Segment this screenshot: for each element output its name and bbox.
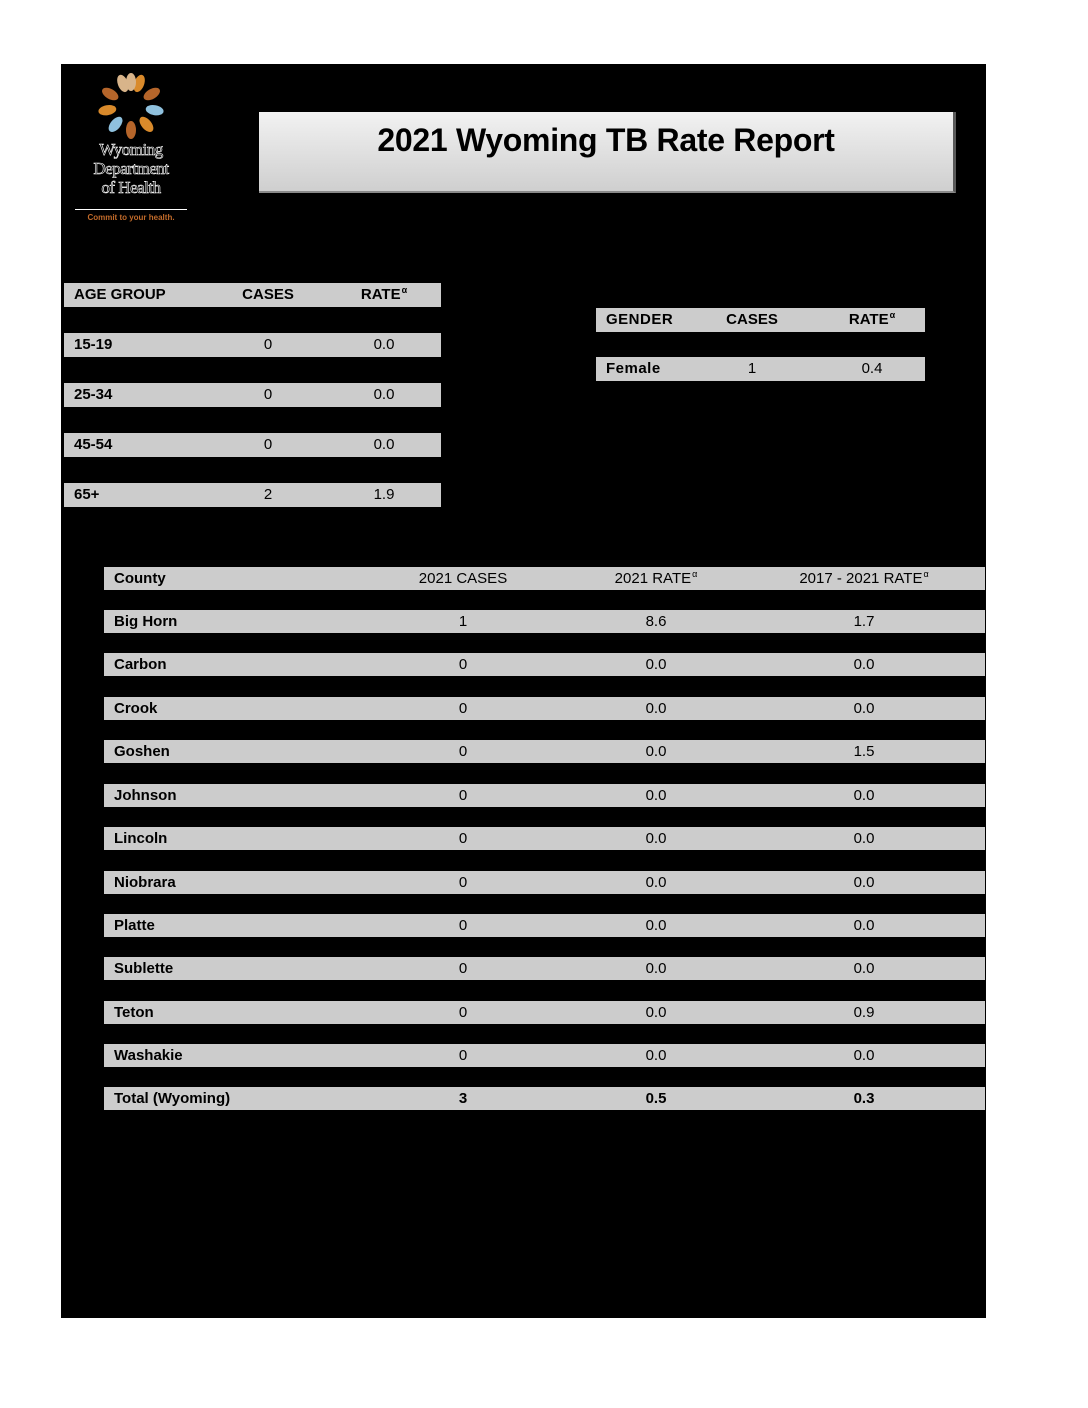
report-page (61, 64, 986, 1318)
county-cell: Niobrara (114, 874, 176, 891)
table-row (596, 357, 925, 381)
table-row (104, 1001, 985, 1024)
rate-5yr-cell: 0.9 (853, 1004, 875, 1021)
rate-cell: 0.0 (645, 917, 667, 934)
cases-cell: 1 (458, 613, 468, 630)
cases-cell: 0 (458, 917, 468, 934)
rate-header-label: RATE (360, 286, 401, 303)
table-row (104, 957, 985, 980)
gender-cell: Female (606, 360, 661, 377)
alpha-footnote: α (889, 310, 896, 320)
logo-divider (75, 209, 187, 210)
rate-cell: 0.0 (645, 1047, 667, 1064)
cases-cell: 0 (263, 386, 273, 403)
total-rate-cell: 0.5 (645, 1090, 667, 1107)
county-header: County (114, 570, 166, 587)
logo-line-3: of Health (101, 178, 161, 197)
rate-cell: 1.9 (373, 486, 395, 503)
county-cell: Johnson (114, 787, 177, 804)
total-rate-5yr-cell: 0.3 (853, 1090, 875, 1107)
cases-cell: 0 (458, 656, 468, 673)
rate-cell: 0.0 (645, 830, 667, 847)
county-cell: Washakie (114, 1047, 183, 1064)
alpha-footnote: α (692, 569, 698, 579)
rate-cell: 0.0 (645, 743, 667, 760)
logo-tagline: Commit to your health. (87, 213, 175, 222)
rate-5yr-cell: 1.7 (853, 613, 875, 630)
cases-cell: 0 (458, 830, 468, 847)
table-row (64, 383, 441, 407)
wdh-logo (75, 72, 187, 227)
rate-cell: 0.0 (645, 874, 667, 891)
age-group-cell: 15-19 (74, 336, 113, 353)
cases-cell: 1 (747, 360, 757, 377)
cases-cell: 0 (458, 743, 468, 760)
age-group-header: AGE GROUP (74, 286, 166, 303)
rate-cell: 0.0 (373, 386, 395, 403)
rate-5yr-cell: 1.5 (853, 743, 875, 760)
cases-cell: 0 (458, 700, 468, 717)
cases-cell: 2 (263, 486, 273, 503)
cases-header (242, 283, 294, 307)
cases-cell: 0 (458, 787, 468, 804)
total-cases-cell: 3 (458, 1090, 468, 1107)
rate-5yr-header-label: 2017 - 2021 RATE (799, 570, 923, 587)
table-row (104, 697, 985, 720)
rate-cell: 8.6 (645, 613, 667, 630)
age-table-header (64, 283, 441, 307)
alpha-footnote: α (923, 569, 929, 579)
cases-cell: 0 (458, 874, 468, 891)
cases-header-label: CASES (242, 286, 294, 303)
rate-cell: 0.0 (645, 700, 667, 717)
table-row (64, 433, 441, 457)
table-row (64, 333, 441, 357)
rate-cell: 0.0 (645, 1004, 667, 1021)
logo-line-2: Department (93, 159, 169, 178)
title-banner (259, 112, 956, 193)
table-row (104, 1044, 985, 1067)
cases-cell: 0 (458, 1004, 468, 1021)
county-cell: Crook (114, 700, 158, 717)
rate-5yr-cell: 0.0 (853, 874, 875, 891)
table-row (104, 610, 985, 633)
page-title: 2021 Wyoming TB Rate Report (377, 122, 835, 158)
table-total-row (104, 1087, 985, 1110)
county-cell: Sublette (114, 960, 174, 977)
county-cell: Platte (114, 917, 155, 934)
rate-5yr-cell: 0.0 (853, 700, 875, 717)
logo-wordmark (75, 140, 187, 197)
age-group-cell: 65+ (74, 486, 100, 503)
rate-5yr-cell: 0.0 (853, 787, 875, 804)
gender-header: GENDER (606, 311, 674, 328)
rate-cell: 0.0 (645, 960, 667, 977)
cases-header: CASES (726, 311, 778, 328)
rate-cell: 0.0 (373, 436, 395, 453)
rate-5yr-cell: 0.0 (853, 917, 875, 934)
rate-header (361, 283, 407, 307)
cases-cell: 0 (458, 960, 468, 977)
table-row (104, 871, 985, 894)
table-row (64, 483, 441, 507)
county-cell: Carbon (114, 656, 167, 673)
rate-header-label: RATE (848, 311, 889, 328)
rate-header-label: 2021 RATE (614, 570, 692, 587)
alpha-footnote: α (401, 285, 408, 295)
rate-5yr-header (799, 567, 928, 590)
rate-header (615, 567, 698, 590)
rate-header (849, 308, 895, 332)
people-circle-logo-icon (95, 72, 167, 140)
rate-5yr-cell: 0.0 (853, 656, 875, 673)
rate-5yr-cell: 0.0 (853, 830, 875, 847)
cases-cell: 0 (458, 1047, 468, 1064)
gender-table-header (596, 308, 925, 332)
rate-5yr-cell: 0.0 (853, 1047, 875, 1064)
table-row (104, 914, 985, 937)
table-row (104, 653, 985, 676)
cases-cell: 0 (263, 436, 273, 453)
rate-cell: 0.0 (645, 787, 667, 804)
table-row (104, 827, 985, 850)
rate-cell: 0.0 (373, 336, 395, 353)
cases-cell: 0 (263, 336, 273, 353)
age-group-cell: 25-34 (74, 386, 113, 403)
county-table-header (104, 567, 985, 590)
county-cell: Goshen (114, 743, 170, 760)
county-cell: Teton (114, 1004, 154, 1021)
county-cell: Big Horn (114, 613, 178, 630)
total-label: Total (Wyoming) (114, 1090, 231, 1107)
table-row (104, 784, 985, 807)
table-row (104, 740, 985, 763)
rate-cell: 0.0 (645, 656, 667, 673)
county-cell: Lincoln (114, 830, 168, 847)
cases-header: 2021 CASES (418, 570, 508, 587)
logo-line-1: Wyoming (99, 140, 163, 159)
age-group-cell: 45-54 (74, 436, 113, 453)
rate-5yr-cell: 0.0 (853, 960, 875, 977)
rate-cell: 0.4 (861, 360, 883, 377)
